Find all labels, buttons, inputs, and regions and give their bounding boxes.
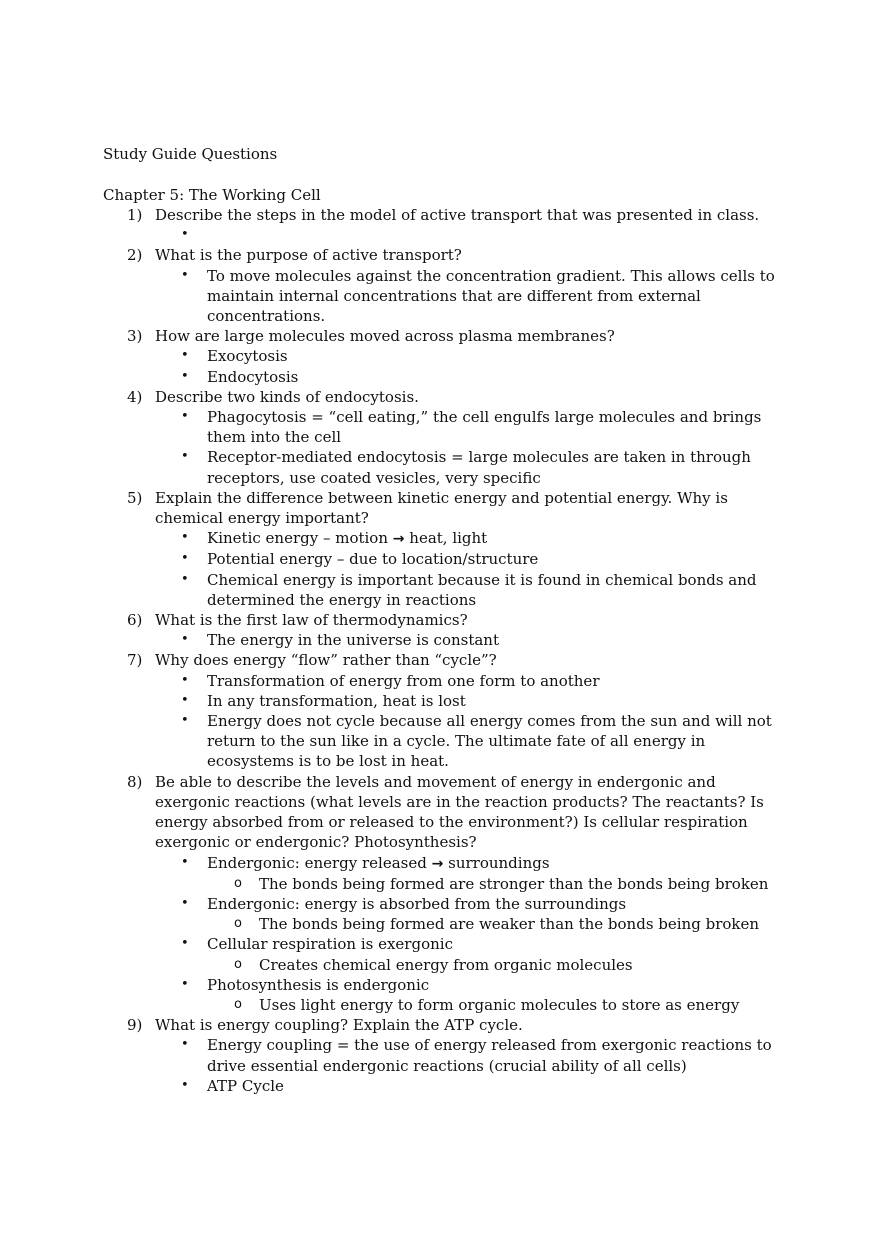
answer-item <box>155 346 783 366</box>
answer-list <box>155 266 783 327</box>
answer-text: Endergonic: energy is absorbed from the surroundings <box>207 894 627 913</box>
answer-text: Transformation of energy from one form to another <box>207 671 600 690</box>
question-item <box>103 650 783 771</box>
answer-text: Endocytosis <box>207 367 299 386</box>
question-text: What is the first law of thermodynamics? <box>155 611 468 630</box>
sub-answer-list <box>207 955 783 975</box>
answer-list <box>155 1035 783 1096</box>
question-item <box>103 488 783 610</box>
question-number: 5) <box>127 488 143 507</box>
answer-item <box>155 1076 783 1096</box>
answer-text: Chemical energy is important because it is found in chemical bonds and determined the energy in reactions <box>207 570 757 609</box>
answer-item <box>155 975 783 1015</box>
bullet-icon: • <box>181 368 189 384</box>
chapter-heading: Chapter 5: The Working Cell <box>103 186 321 204</box>
answer-list <box>155 630 783 650</box>
answer-list <box>155 407 783 488</box>
answer-item <box>155 630 783 650</box>
bullet-icon: • <box>181 672 189 688</box>
answer-text: Potential energy – due to location/structure <box>207 550 539 569</box>
sub-answer-list <box>207 914 783 934</box>
sub-answer-text: Uses light energy to form organic molecules to store as energy <box>259 995 740 1014</box>
sub-answer-item <box>207 914 783 934</box>
answer-text <box>207 226 212 244</box>
answer-text: surroundings <box>443 853 550 872</box>
question-text: Why does energy “flow” rather than “cycle”? <box>155 651 497 670</box>
circle-bullet-icon: o <box>234 916 242 932</box>
answer-item <box>155 407 783 447</box>
question-number: 9) <box>127 1016 143 1035</box>
answer-text: Receptor-mediated endocytosis = large molecules are taken in through receptors, use coated vesicles, very specific <box>207 448 751 487</box>
question-item <box>103 1015 783 1096</box>
answer-text: To move molecules against the concentration gradient. This allows cells to maintain internal concentrations that are different from external concentrations. <box>207 266 775 326</box>
answer-text: Phagocytosis = “cell eating,” the cell engulfs large molecules and brings them into the cell <box>207 408 762 447</box>
answer-item <box>155 691 783 711</box>
answer-item <box>155 266 783 327</box>
answer-text: The energy in the universe is constant <box>207 631 499 650</box>
bullet-icon: • <box>181 267 189 283</box>
bullet-icon: • <box>181 1077 189 1093</box>
answer-text: heat, light <box>404 529 488 548</box>
question-number: 2) <box>127 246 143 265</box>
sub-answer-list <box>207 874 783 894</box>
sub-answer-text: The bonds being formed are weaker than the bonds being broken <box>259 915 760 934</box>
answer-item <box>155 570 783 610</box>
answer-text: In any transformation, heat is lost <box>207 691 466 710</box>
question-item <box>103 205 783 245</box>
bullet-icon: • <box>181 632 189 648</box>
answer-text: Energy does not cycle because all energy comes from the sun and will not return to the sun like in a cycle. The ultimate fate of all energy in ecosystems is to be lost in heat. <box>207 712 772 771</box>
question-list <box>103 205 783 1096</box>
question-item <box>103 610 783 650</box>
bullet-icon: • <box>181 571 189 587</box>
answer-item <box>155 853 783 894</box>
answer-list <box>155 346 783 386</box>
circle-bullet-icon: o <box>234 996 242 1012</box>
answer-text: ATP Cycle <box>207 1076 284 1095</box>
bullet-icon: • <box>181 854 189 870</box>
bullet-icon: • <box>181 1037 189 1053</box>
bullet-icon: • <box>181 348 189 364</box>
bullet-icon: • <box>181 936 189 952</box>
question-item <box>103 772 783 1015</box>
answer-text: Endergonic: energy released <box>207 853 432 872</box>
answer-list <box>155 225 783 245</box>
answer-list <box>155 671 783 772</box>
question-item <box>103 326 783 387</box>
arrow-right-icon: → <box>392 531 405 548</box>
bullet-icon: • <box>181 551 189 567</box>
bullet-icon: • <box>181 409 189 425</box>
sub-answer-text: Creates chemical energy from organic molecules <box>259 955 633 974</box>
question-number: 7) <box>127 651 143 670</box>
answer-item <box>155 225 783 245</box>
bullet-icon: • <box>181 692 189 708</box>
bullet-icon: • <box>181 530 189 546</box>
circle-bullet-icon: o <box>234 956 242 972</box>
bullet-icon: • <box>181 895 189 911</box>
answer-item <box>155 447 783 487</box>
answer-item <box>155 528 783 549</box>
sub-answer-item <box>207 874 783 894</box>
question-text: Explain the difference between kinetic energy and potential energy. Why is chemical energy important? <box>155 488 728 528</box>
arrow-right-icon: → <box>431 855 444 872</box>
bullet-icon: • <box>181 976 189 992</box>
question-item <box>103 387 783 488</box>
question-text: Be able to describe the levels and movement of energy in endergonic and exergonic reactions (what levels are in the reaction products? The reactants? Is energy absorbed from or released to the environment?) Is cellular respiration exergonic or endergonic? Photosynthesis? <box>155 772 764 852</box>
answer-item <box>155 934 783 974</box>
answer-list <box>155 528 783 610</box>
sub-answer-list <box>207 995 783 1015</box>
sub-answer-item <box>207 955 783 975</box>
sub-answer-text: The bonds being formed are stronger than the bonds being broken <box>259 874 769 893</box>
question-text: Describe the steps in the model of active transport that was presented in class. <box>155 206 760 224</box>
question-text: What is energy coupling? Explain the ATP cycle. <box>155 1016 523 1035</box>
bullet-icon: • <box>181 227 189 243</box>
answer-text: Exocytosis <box>207 347 288 366</box>
answer-item <box>155 549 783 569</box>
question-text: Describe two kinds of endocytosis. <box>155 387 419 406</box>
answer-text: Energy coupling = the use of energy released from exergonic reactions to drive essential endergonic reactions (crucial ability of all cells) <box>207 1036 772 1075</box>
question-item <box>103 245 783 326</box>
question-number: 1) <box>127 206 143 224</box>
question-number: 8) <box>127 772 143 791</box>
circle-bullet-icon: o <box>234 875 242 891</box>
answer-item <box>155 367 783 387</box>
answer-text: Photosynthesis is endergonic <box>207 975 430 994</box>
answer-item <box>155 671 783 691</box>
question-number: 6) <box>127 611 143 630</box>
answer-list <box>155 853 783 1016</box>
question-text: What is the purpose of active transport? <box>155 246 462 265</box>
answer-text: Kinetic energy – motion <box>207 529 393 548</box>
bullet-icon: • <box>181 449 189 465</box>
answer-item <box>155 1035 783 1075</box>
question-number: 3) <box>127 327 143 346</box>
sub-answer-item <box>207 995 783 1015</box>
question-number: 4) <box>127 387 143 406</box>
answer-item <box>155 894 783 934</box>
question-text: How are large molecules moved across plasma membranes? <box>155 327 615 346</box>
answer-text: Cellular respiration is exergonic <box>207 935 453 954</box>
bullet-icon: • <box>181 713 189 729</box>
document-title: Study Guide Questions <box>103 145 278 163</box>
answer-item <box>155 711 783 772</box>
